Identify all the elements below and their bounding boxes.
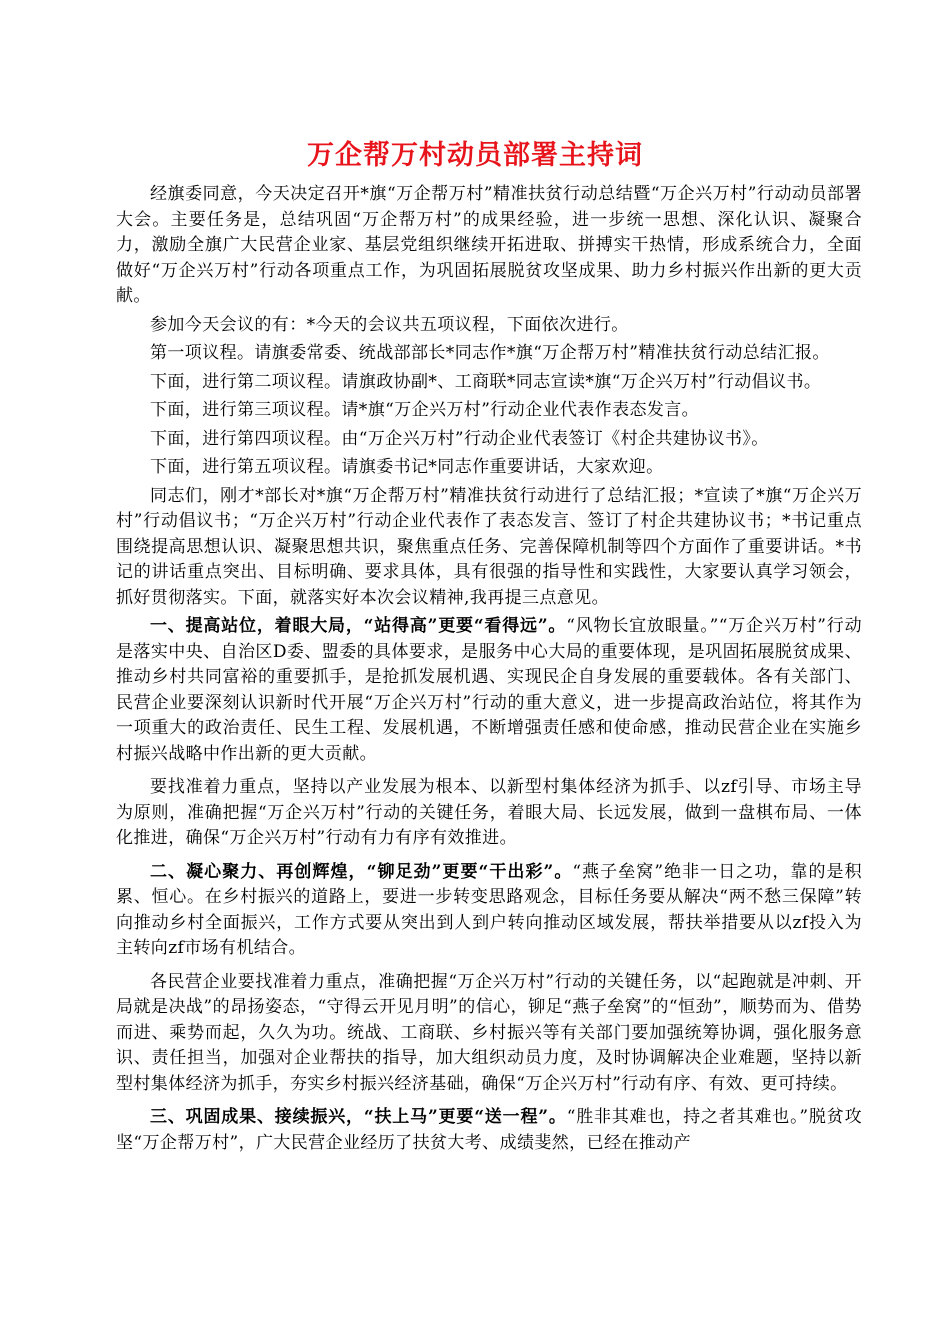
paragraph [116,313,862,339]
section-heading: 二、凝心聚力、再创辉煌，“铆足劲”更要“干出彩”。 [150,861,573,882]
section-heading: 一、提高站位，着眼大局，“站得高”更要“看得远”。 [150,616,567,636]
paragraph [116,427,862,453]
section-heading: 三、巩固成果、接续振兴，“扶上马”更要“送一程”。 [150,1107,567,1127]
paragraph-text: 下面，进行第四项议程。由“万企兴万村”行动企业代表签订《村企共建协议书》。 [150,428,769,449]
paragraph [116,398,862,424]
paragraph [116,182,862,310]
paragraph [116,860,862,962]
paragraph-text: 下面，进行第二项议程。请旗政协副*、工商联*同志宣读*旗“万企兴万村”行动倡议书。 [150,371,822,392]
paragraph [116,370,862,396]
paragraph [116,341,862,367]
paragraph-text: 第一项议程。请旗委常委、统战部部长*同志作*旗“万企帮万村”精准扶贫行动总结汇报。 [150,343,830,363]
document-body [116,182,862,1159]
paragraph [116,455,862,481]
paragraph-text: 各民营企业要找准着力重点，准确把握“万企兴万村”行动的关键任务，以“起跑就是冲刺、开局就是决战”的昂扬姿态，“守得云开见月明”的信心，铆足“燕子垒窝”的“恒劲”，顺势而为、借势而进、乘势而起，久久为功。统战、工商联、乡村振兴等有关部门要加强统筹协调，强化服务意识、责任担当，加强对企业帮扶的指导，加大组织动员力度，及时协调解决企业难题，坚持以新型村集体经济为抓手，夯实乡村振兴经济基础，确保“万企兴万村”行动有序、有效、更可持续。 [116,971,862,1094]
paragraph [116,614,862,767]
paragraph-text: “胜非其难也，持之者其难也。”脱贫攻坚“万企帮万村”，广大民营企业经历了扶贫大考、成绩斐然，已经在推动产 [116,1107,862,1153]
paragraph-text: 要找准着力重点，坚持以产业发展为根本、以新型村集体经济为抓手、以zf引导、市场主导为原则，准确把握“万企兴万村”行动的关键任务，着眼大局、长远发展，做到一盘棋布局、一体化推进，确保“万企兴万村”行动有力有序有效推进。 [116,777,862,848]
paragraph-text: 下面，进行第五项议程。请旗委书记*同志作重要讲话，大家欢迎。 [150,457,664,477]
paragraph-text: 经旗委同意，今天决定召开*旗“万企帮万村”精准扶贫行动总结暨“万企兴万村”行动动员部署大会。主要任务是，总结巩固“万企帮万村”的成果经验，进一步统一思想、深化认识、凝聚合力，激励全旗广大民营企业家、基层党组织继续开拓进取、拼搏实干热情，形成系统合力，全面做好“万企兴万村”行动各项重点工作，为巩固拓展脱贫攻坚成果、助力乡村振兴作出新的更大贡献。 [116,184,862,306]
paragraph [116,1105,862,1156]
paragraph [116,970,862,1098]
paragraph-text: “风物长宜放眼量。”“万企兴万村”行动是落实中央、自治区D委、盟委的具体要求，是服务中心大局的重要体现，是巩固拓展脱贫成果、推动乡村共同富裕的重要抓手，是抢抓发展机遇、实现民企自身发展的重要载体。各有关部门、民营企业要深刻认识新时代开展“万企兴万村”行动的重大意义，进一步提高政治站位，将其作为一项重大的政治责任、民生工程、发展机遇，不断增强责任感和使命感，推动民营企业在实施乡村振兴战略中作出新的更大贡献。 [116,616,862,764]
paragraph [116,484,862,612]
document-title: 万企帮万村动员部署主持词 [307,140,643,171]
paragraph-text: “燕子垒窝”绝非一日之功，靠的是积累、恒心。在乡村振兴的道路上，要进一步转变思路观念，目标任务要从解决“两不愁三保障”转向推动乡村全面振兴，工作方式要从突出到人到户转向推动区域发展，帮扶举措要从以zf投入为主转向zf市场有机结合。 [116,861,862,958]
paragraph-text: 同志们，刚才*部长对*旗“万企帮万村”精准扶贫行动进行了总结汇报；*宣读了*旗“万企兴万村”行动倡议书；“万企兴万村”行动企业代表作了表态发言、签订了村企共建协议书；*书记重点围绕提高思想认识、凝聚思想共识，聚焦重点任务、完善保障机制等四个方面作了重要讲话。*书记的讲话重点突出、目标明确、要求具体，具有很强的指导性和实践性，大家要认真学习领会，抓好贯彻落实。下面，就落实好本次会议精神,我再提三点意见。 [116,485,862,608]
paragraph-text: 下面，进行第三项议程。请*旗“万企兴万村”行动企业代表作表态发言。 [150,400,700,420]
paragraph [116,775,862,852]
paragraph-text: 参加今天会议的有：*今天的会议共五项议程，下面依次进行。 [150,314,629,335]
